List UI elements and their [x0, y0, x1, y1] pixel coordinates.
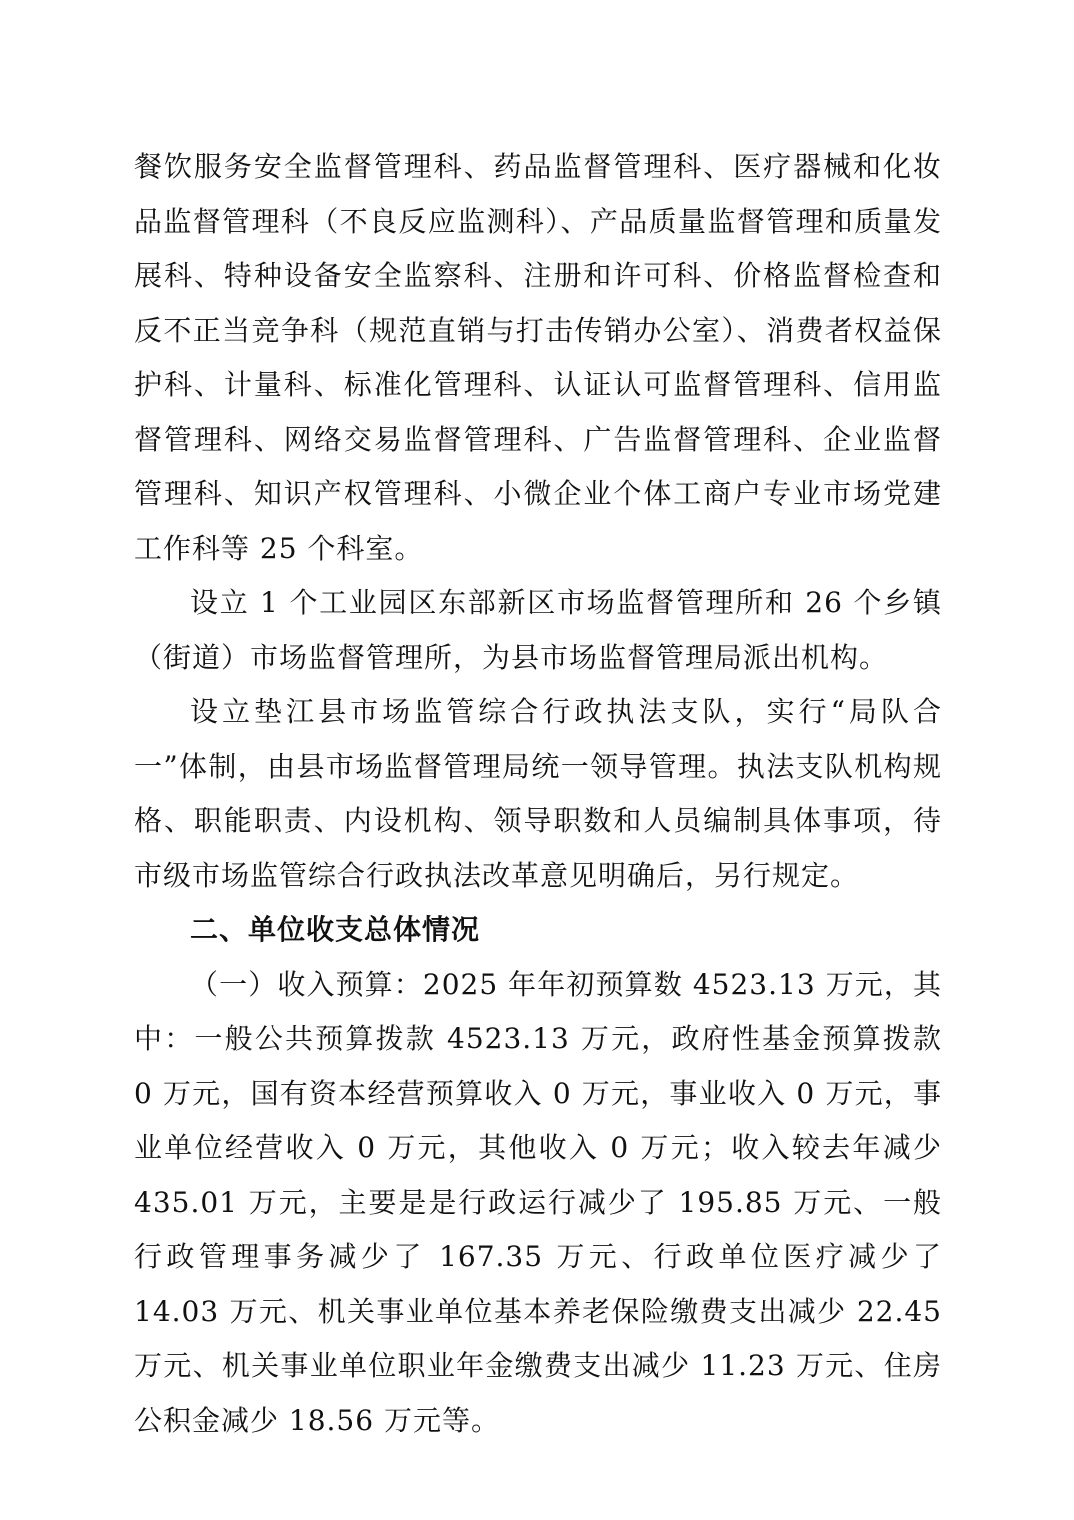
paragraph-internal-departments: 餐饮服务安全监督管理科、药品监督管理科、医疗器械和化妆品监督管理科（不良反应监测科）、产品质量监督管理和质量发展科、特种设备安全监察科、注册和许可科、价格监督检查和反不正当竞争科（规范直销与打击传销办公室）、消费者权益保护科、计量科、标准化管理科、认证认可监督管理科、信用监督管理科、网络交易监督管理科、广告监督管理科、企业监督管理科、知识产权管理科、小微企业个体工商户专业市场党建工作科等 25 个科室。: [134, 150, 942, 565]
paragraph-market-supervision-stations: 设立 1 个工业园区东部新区市场监督管理所和 26 个乡镇（街道）市场监督管理所，为县市场监督管理局派出机构。: [134, 586, 942, 674]
paragraph-income-budget: （一）收入预算：2025 年年初预算数 4523.13 万元，其中：一般公共预算拨款 4523.13 万元，政府性基金预算拨款 0 万元，国有资本经营预算收入 0 万元，事业收入 0 万元，事业单位经营收入 0 万元，其他收入 0 万元；收入较去年减少 435.01 万元，主要是是行政运行减少了 195.85 万元、一般行政管理事务减少了 167.35 万元、行政单位医疗减少了 14.03 万元、机关事业单位基本养老保险缴费支出减少 22.45 万元、机关事业单位职业年金缴费支出减少 11.23 万元、住房公积金减少 18.56 万元等。: [134, 967, 942, 1437]
document-page: [134, 140, 942, 1448]
paragraph-law-enforcement-detachment: 设立垫江县市场监管综合行政执法支队，实行“局队合一”体制，由县市场监督管理局统一领导管理。执法支队机构规格、职能职责、内设机构、领导职数和人员编制具体事项，待市级市场监管综合行政执法改革意见明确后，另行规定。: [134, 695, 942, 892]
section-heading: 二、单位收支总体情况: [190, 913, 481, 946]
